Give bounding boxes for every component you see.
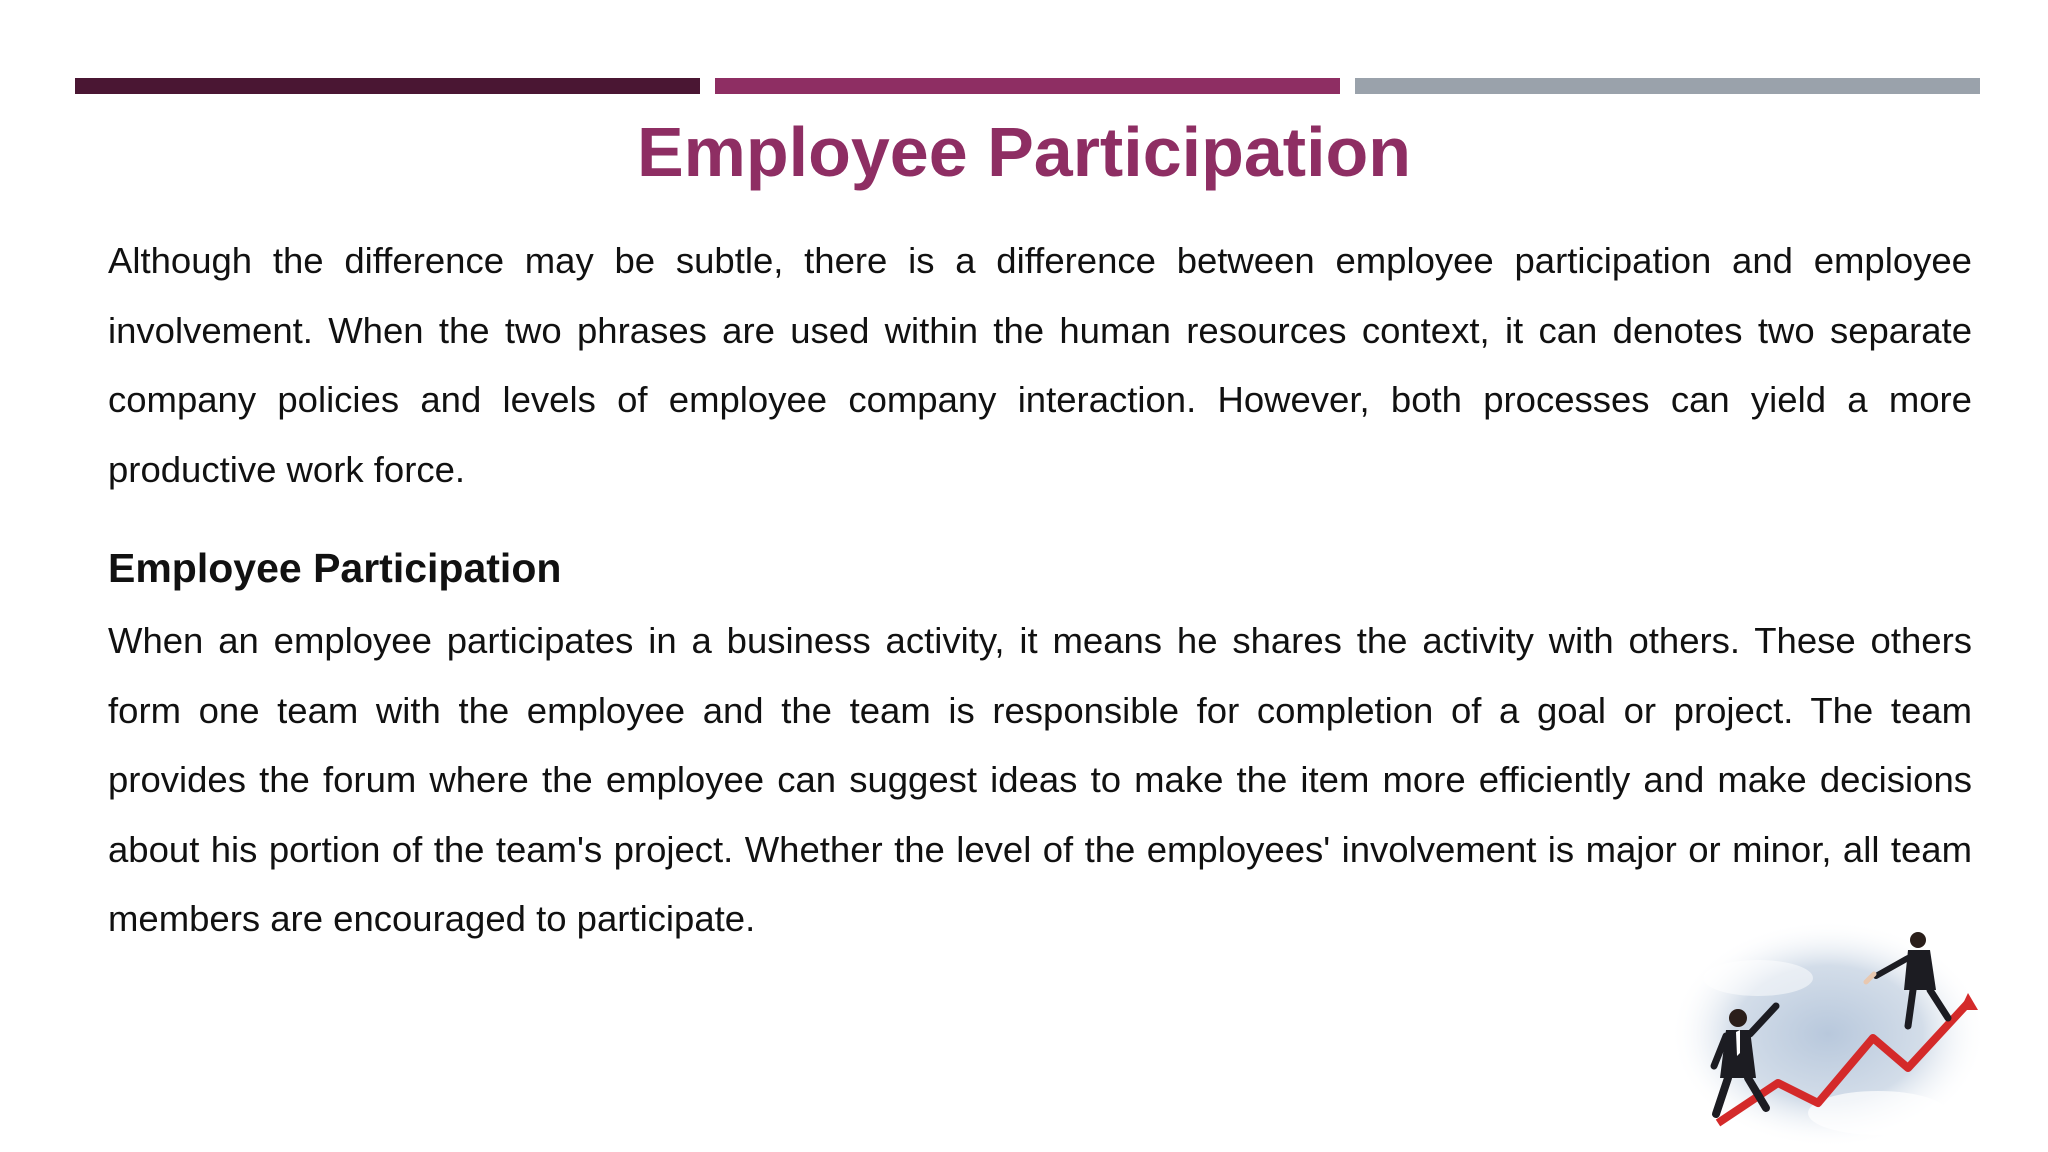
- businessmen-climbing-growth-chart-icon: [1668, 918, 1988, 1150]
- header-bar-dark: [75, 78, 700, 94]
- section-heading: Employee Participation: [108, 545, 562, 591]
- slide-title: Employee Participation: [636, 113, 1412, 191]
- cloud: [1808, 1091, 1948, 1135]
- intro-paragraph: Although the difference may be subtle, there is a difference between employee participation and employee involvement. When the two phrases are used within the human resources context, it can denotes two separate company policies and levels of employee company interaction. However, both processes can yield a more productive work force.: [108, 240, 1972, 490]
- cloud: [1703, 960, 1813, 996]
- header-bar-gray: [1355, 78, 1980, 94]
- section-paragraph: When an employee participates in a business activity, it means he shares the activity with others. These others form one team with the employee and the team is responsible for completion of a goal or project. The team provides the forum where the employee can suggest ideas to make the item more efficiently and make decisions about his portion of the team's project. Whether the level of the employees' involvement is major or minor, all team members are encouraged to participate.: [108, 620, 1972, 939]
- header-bar-magenta: [715, 78, 1340, 94]
